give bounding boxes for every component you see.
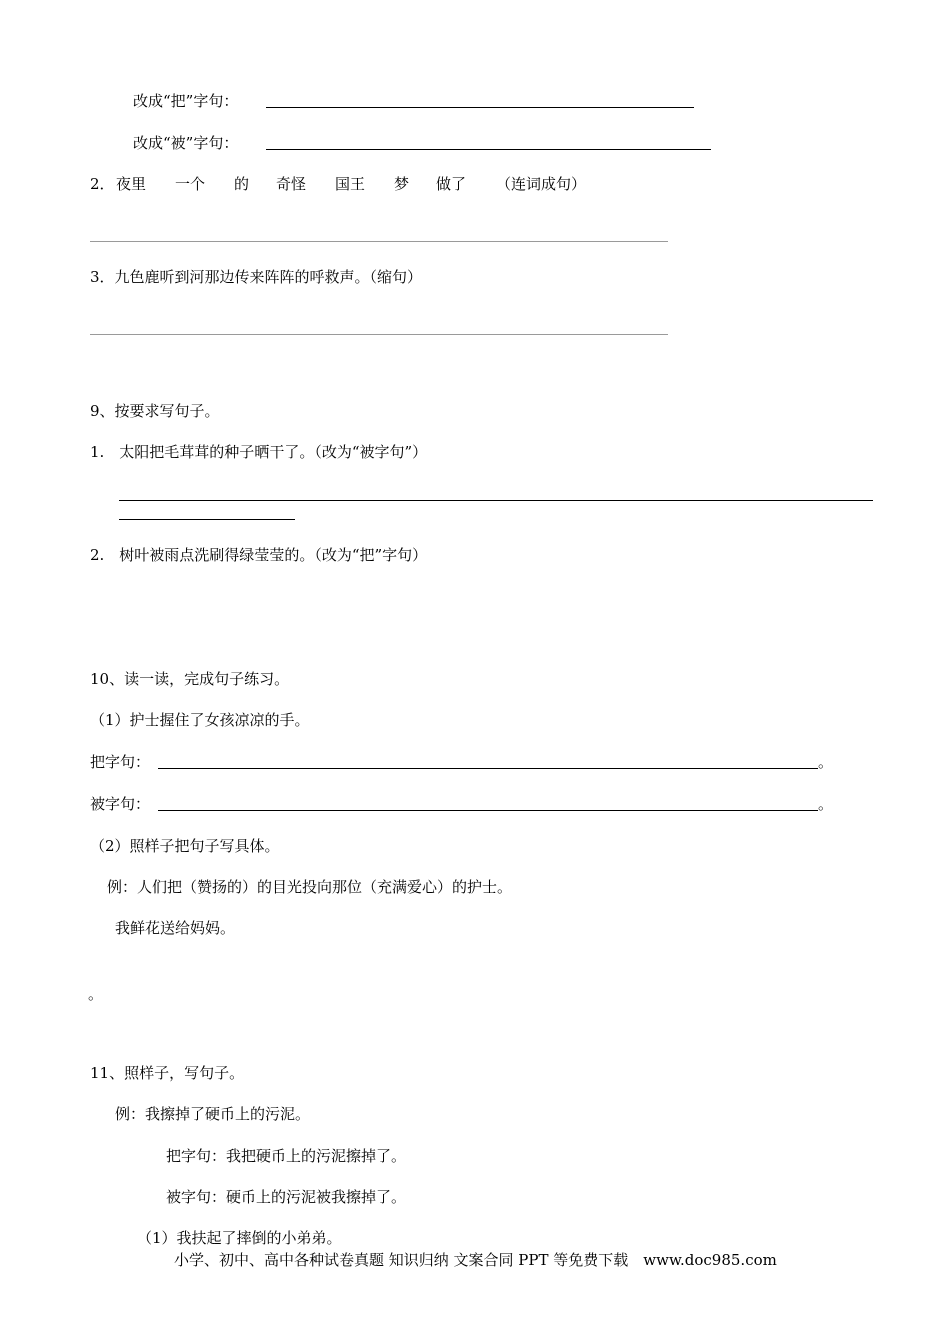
question-item: 2. 树叶被雨点洗刷得绿莹莹的。（改为“把”字句） xyxy=(90,546,428,564)
word-chip: 夜里 xyxy=(116,175,147,193)
sentence-period: 。 xyxy=(818,795,834,813)
word-chip: 的 xyxy=(234,175,250,193)
item-number: 2． xyxy=(90,175,115,193)
question-title: 11、照样子，写句子。 xyxy=(90,1064,245,1082)
page-footer: 小学、初中、高中各种试卷真题 知识归纳 文案合同 PPT 等免费下载 www.doc985.com xyxy=(174,1251,777,1269)
bei-sentence-label: 被字句： xyxy=(90,795,151,813)
ba-sentence-label: 改成“把”字句： xyxy=(133,92,239,110)
sub-question: （2）照样子把句子写具体。 xyxy=(90,837,280,855)
word-chip: 一个 xyxy=(175,175,206,193)
example-ba-sentence: 把字句：我把硬币上的污泥擦掉了。 xyxy=(166,1147,407,1165)
question-title: 10、读一读，完成句子练习。 xyxy=(90,670,290,688)
instruction-hint: （连词成句） xyxy=(496,175,587,193)
bei-sentence-label: 改成“被”字句： xyxy=(133,134,239,152)
ba-sentence-answer-line[interactable] xyxy=(158,768,818,769)
answer-line[interactable] xyxy=(90,334,668,335)
sub-question: （1）我扶起了摔倒的小弟弟。 xyxy=(137,1229,342,1247)
word-chip: 国王 xyxy=(335,175,366,193)
question-item: 1. 太阳把毛茸茸的种子晒干了。（改为“被字句”） xyxy=(90,443,428,461)
example-sentence: 例：人们把（赞扬的）的目光投向那位（充满爱心）的护士。 xyxy=(107,878,513,896)
answer-line[interactable] xyxy=(119,519,295,520)
word-chip: 梦 xyxy=(394,175,410,193)
sentence-period: 。 xyxy=(818,753,834,771)
ba-sentence-answer-line[interactable] xyxy=(266,107,694,108)
answer-line[interactable] xyxy=(90,241,668,242)
ba-sentence-label: 把字句： xyxy=(90,753,151,771)
example-sentence: 例：我擦掉了硬币上的污泥。 xyxy=(115,1105,311,1123)
answer-line[interactable] xyxy=(119,500,873,501)
word-chip: 奇怪 xyxy=(276,175,307,193)
trailing-period: 。 xyxy=(88,985,104,1003)
bei-sentence-answer-line[interactable] xyxy=(158,810,818,811)
word-chip: 做了 xyxy=(436,175,467,193)
task-sentence: 我鲜花送给妈妈。 xyxy=(115,919,236,937)
example-bei-sentence: 被字句：硬币上的污泥被我擦掉了。 xyxy=(166,1188,407,1206)
question-item: 3．九色鹿听到河那边传来阵阵的呼救声。（缩句） xyxy=(90,268,423,286)
sub-question: （1）护士握住了女孩凉凉的手。 xyxy=(90,711,310,729)
bei-sentence-answer-line[interactable] xyxy=(266,149,711,150)
question-title: 9、按要求写句子。 xyxy=(90,402,220,420)
